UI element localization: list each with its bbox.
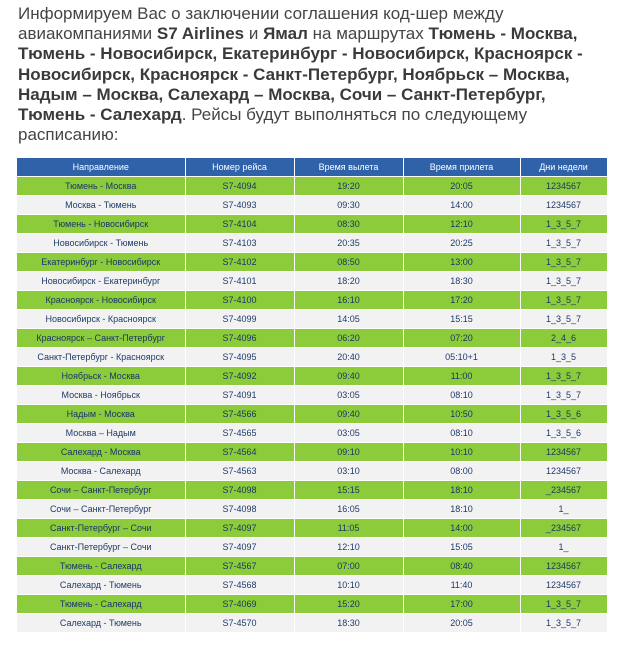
- cell-direction: Надым - Москва: [17, 405, 185, 424]
- cell-arrival: 13:00: [403, 253, 520, 272]
- cell-flight-number: S7-4097: [185, 538, 294, 557]
- intro-paragraph: [18, 4, 613, 145]
- cell-arrival: 20:25: [403, 234, 520, 253]
- cell-flight-number: S7-4095: [185, 348, 294, 367]
- table-row: [17, 538, 607, 557]
- table-header-row: [17, 158, 607, 177]
- cell-weekdays: 1_3_5_7: [520, 614, 607, 633]
- table-row: [17, 557, 607, 576]
- cell-direction: Тюмень - Салехард: [17, 557, 185, 576]
- cell-departure: 15:20: [294, 595, 403, 614]
- cell-flight-number: S7-4098: [185, 481, 294, 500]
- cell-direction: Сочи – Санкт-Петербург: [17, 481, 185, 500]
- cell-weekdays: 1234567: [520, 576, 607, 595]
- cell-departure: 16:05: [294, 500, 403, 519]
- cell-arrival: 15:15: [403, 310, 520, 329]
- cell-departure: 16:10: [294, 291, 403, 310]
- table-row: [17, 595, 607, 614]
- cell-flight-number: S7-4103: [185, 234, 294, 253]
- cell-departure: 20:40: [294, 348, 403, 367]
- table-row: [17, 253, 607, 272]
- cell-direction: Санкт-Петербург – Сочи: [17, 538, 185, 557]
- cell-flight-number: S7-4093: [185, 196, 294, 215]
- cell-arrival: 11:40: [403, 576, 520, 595]
- cell-weekdays: 1_3_5_6: [520, 405, 607, 424]
- cell-weekdays: 1_: [520, 500, 607, 519]
- schedule-table: [17, 158, 608, 633]
- cell-arrival: 14:00: [403, 519, 520, 538]
- cell-departure: 20:35: [294, 234, 403, 253]
- cell-weekdays: _234567: [520, 481, 607, 500]
- cell-weekdays: 1_3_5_7: [520, 310, 607, 329]
- cell-weekdays: 1234567: [520, 443, 607, 462]
- cell-direction: Новосибирск - Красноярск: [17, 310, 185, 329]
- header-arrival-time: Время прилета: [403, 158, 520, 177]
- cell-direction: Москва – Надым: [17, 424, 185, 443]
- table-row: [17, 519, 607, 538]
- intro-text-1: Информируем Вас о заключении соглашения код-шер между авиакомпаниями: [18, 4, 504, 44]
- intro-routes: Тюмень - Москва, Тюмень - Новосибирск, Екатеринбург - Новосибирск, Красноярск - Новосибирск, Красноярск - Санкт-Петербург, Ноябрьск – Москва, Надым – Москва, Салехард – Москва, Сочи – Санкт-Петербург, Тюмень - Салехард: [18, 24, 583, 125]
- table-row: [17, 348, 607, 367]
- cell-arrival: 17:00: [403, 595, 520, 614]
- cell-direction: Москва - Тюмень: [17, 196, 185, 215]
- cell-weekdays: 1_3_5_7: [520, 215, 607, 234]
- cell-arrival: 15:05: [403, 538, 520, 557]
- cell-flight-number: S7-4094: [185, 177, 294, 196]
- table-row: [17, 405, 607, 424]
- cell-arrival: 14:00: [403, 196, 520, 215]
- cell-weekdays: 1234567: [520, 462, 607, 481]
- cell-direction: Тюмень - Новосибирск: [17, 215, 185, 234]
- cell-arrival: 12:10: [403, 215, 520, 234]
- cell-direction: Москва - Салехард: [17, 462, 185, 481]
- cell-arrival: 08:10: [403, 386, 520, 405]
- table-row: [17, 310, 607, 329]
- cell-weekdays: 1234567: [520, 196, 607, 215]
- cell-weekdays: 2_4_6: [520, 329, 607, 348]
- intro-text-2: и: [244, 24, 264, 44]
- cell-departure: 09:10: [294, 443, 403, 462]
- cell-direction: Тюмень - Москва: [17, 177, 185, 196]
- cell-arrival: 08:00: [403, 462, 520, 481]
- cell-direction: Санкт-Петербург – Сочи: [17, 519, 185, 538]
- cell-weekdays: 1234567: [520, 177, 607, 196]
- cell-direction: Ноябрьск - Москва: [17, 367, 185, 386]
- table-row: [17, 462, 607, 481]
- cell-flight-number: S7-4565: [185, 424, 294, 443]
- header-departure-time: Время вылета: [294, 158, 403, 177]
- table-row: [17, 576, 607, 595]
- cell-direction: Новосибирск - Екатеринбург: [17, 272, 185, 291]
- cell-direction: Салехард - Тюмень: [17, 614, 185, 633]
- cell-direction: Тюмень - Салехард: [17, 595, 185, 614]
- cell-weekdays: 1_: [520, 538, 607, 557]
- cell-direction: Красноярск – Санкт-Петербург: [17, 329, 185, 348]
- table-row: [17, 272, 607, 291]
- cell-arrival: 20:05: [403, 614, 520, 633]
- table-row: [17, 614, 607, 633]
- cell-flight-number: S7-4564: [185, 443, 294, 462]
- cell-departure: 15:15: [294, 481, 403, 500]
- table-row: [17, 424, 607, 443]
- cell-flight-number: S7-4098: [185, 500, 294, 519]
- table-row: [17, 215, 607, 234]
- cell-direction: Салехард - Тюмень: [17, 576, 185, 595]
- cell-departure: 09:30: [294, 196, 403, 215]
- cell-flight-number: S7-4563: [185, 462, 294, 481]
- intro-text-4: . Рейсы будут выполняться по следующему расписанию:: [18, 105, 528, 145]
- cell-arrival: 18:10: [403, 500, 520, 519]
- cell-arrival: 08:40: [403, 557, 520, 576]
- cell-weekdays: 1_3_5_6: [520, 424, 607, 443]
- intro-text-3: на маршрутах: [307, 24, 429, 44]
- cell-flight-number: S7-4091: [185, 386, 294, 405]
- cell-departure: 12:10: [294, 538, 403, 557]
- schedule-body: [17, 177, 607, 633]
- cell-flight-number: S7-4097: [185, 519, 294, 538]
- cell-weekdays: 1_3_5: [520, 348, 607, 367]
- cell-departure: 18:30: [294, 614, 403, 633]
- cell-weekdays: 1_3_5_7: [520, 291, 607, 310]
- table-row: [17, 196, 607, 215]
- cell-flight-number: S7-4100: [185, 291, 294, 310]
- cell-departure: 07:00: [294, 557, 403, 576]
- cell-departure: 19:20: [294, 177, 403, 196]
- cell-departure: 03:05: [294, 386, 403, 405]
- cell-flight-number: S7-4101: [185, 272, 294, 291]
- cell-flight-number: S7-4567: [185, 557, 294, 576]
- cell-flight-number: S7-4096: [185, 329, 294, 348]
- cell-direction: Салехард - Москва: [17, 443, 185, 462]
- cell-flight-number: S7-4568: [185, 576, 294, 595]
- table-row: [17, 291, 607, 310]
- cell-arrival: 18:10: [403, 481, 520, 500]
- cell-direction: Новосибирск - Тюмень: [17, 234, 185, 253]
- cell-departure: 09:40: [294, 405, 403, 424]
- cell-departure: 10:10: [294, 576, 403, 595]
- cell-departure: 08:30: [294, 215, 403, 234]
- cell-weekdays: 1_3_5_7: [520, 234, 607, 253]
- cell-flight-number: S7-4570: [185, 614, 294, 633]
- cell-weekdays: 1_3_5_7: [520, 595, 607, 614]
- cell-weekdays: 1234567: [520, 557, 607, 576]
- intro-airline-yamal: Ямал: [263, 24, 308, 44]
- cell-arrival: 08:10: [403, 424, 520, 443]
- cell-departure: 08:50: [294, 253, 403, 272]
- cell-weekdays: _234567: [520, 519, 607, 538]
- table-row: [17, 443, 607, 462]
- cell-direction: Москва - Ноябрьск: [17, 386, 185, 405]
- intro-airline-s7: S7 Airlines: [156, 24, 245, 44]
- cell-direction: Красноярск - Новосибирск: [17, 291, 185, 310]
- table-row: [17, 386, 607, 405]
- cell-arrival: 18:30: [403, 272, 520, 291]
- table-row: [17, 481, 607, 500]
- cell-flight-number: S7-4099: [185, 310, 294, 329]
- cell-arrival: 05:10+1: [403, 348, 520, 367]
- cell-weekdays: 1_3_5_7: [520, 253, 607, 272]
- header-weekdays: Дни недели: [520, 158, 607, 177]
- cell-direction: Санкт-Петербург - Красноярск: [17, 348, 185, 367]
- table-row: [17, 177, 607, 196]
- cell-flight-number: S7-4069: [185, 595, 294, 614]
- cell-departure: 11:05: [294, 519, 403, 538]
- cell-arrival: 10:50: [403, 405, 520, 424]
- cell-departure: 18:20: [294, 272, 403, 291]
- cell-weekdays: 1_3_5_7: [520, 367, 607, 386]
- cell-flight-number: S7-4104: [185, 215, 294, 234]
- cell-arrival: 17:20: [403, 291, 520, 310]
- cell-flight-number: S7-4102: [185, 253, 294, 272]
- cell-arrival: 10:10: [403, 443, 520, 462]
- table-row: [17, 367, 607, 386]
- table-row: [17, 329, 607, 348]
- table-row: [17, 500, 607, 519]
- cell-weekdays: 1_3_5_7: [520, 272, 607, 291]
- cell-arrival: 11:00: [403, 367, 520, 386]
- header-direction: Направление: [17, 158, 185, 177]
- cell-weekdays: 1_3_5_7: [520, 386, 607, 405]
- cell-flight-number: S7-4566: [185, 405, 294, 424]
- header-flight-number: Номер рейса: [185, 158, 294, 177]
- cell-departure: 06:20: [294, 329, 403, 348]
- table-row: [17, 234, 607, 253]
- cell-arrival: 07:20: [403, 329, 520, 348]
- cell-arrival: 20:05: [403, 177, 520, 196]
- cell-departure: 03:10: [294, 462, 403, 481]
- cell-departure: 03:05: [294, 424, 403, 443]
- cell-direction: Сочи – Санкт-Петербург: [17, 500, 185, 519]
- cell-departure: 14:05: [294, 310, 403, 329]
- cell-flight-number: S7-4092: [185, 367, 294, 386]
- cell-departure: 09:40: [294, 367, 403, 386]
- cell-direction: Екатеринбург - Новосибирск: [17, 253, 185, 272]
